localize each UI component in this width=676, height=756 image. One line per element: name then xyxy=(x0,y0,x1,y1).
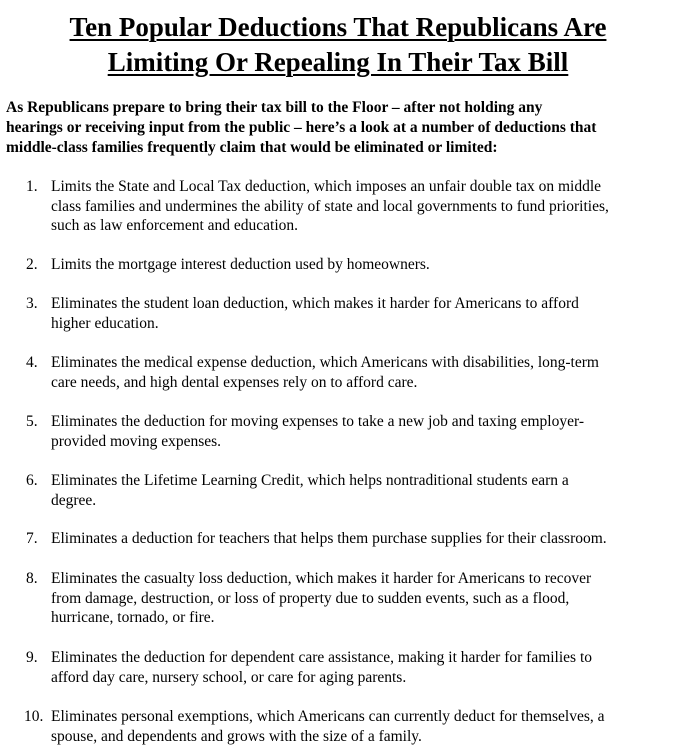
item-line: Eliminates a deduction for teachers that helps them purchase supplies for their classroom. xyxy=(51,530,607,547)
item-line: Eliminates the casualty loss deduction, which makes it harder for Americans to recover xyxy=(51,570,592,587)
item-line: Limits the mortgage interest deduction used by homeowners. xyxy=(51,256,430,273)
item-number: 1. xyxy=(26,178,38,195)
item-text xyxy=(51,648,676,687)
item-line: such as law enforcement and education. xyxy=(51,217,299,234)
item-line: degree. xyxy=(51,491,97,509)
page-title xyxy=(0,10,676,80)
item-text xyxy=(51,177,676,236)
item-line: class families and undermines the ability of state and local governments to fund priorities, xyxy=(51,197,609,215)
item-number: 2. xyxy=(26,256,38,273)
title-line-2: Limiting Or Repealing In Their Tax Bill xyxy=(107,47,569,77)
item-text xyxy=(51,569,676,628)
item-number: 6. xyxy=(26,472,38,489)
item-text xyxy=(51,353,676,392)
item-number: 8. xyxy=(26,570,38,587)
item-number: 4. xyxy=(26,354,38,371)
title-line-1: Ten Popular Deductions That Republicans Are xyxy=(69,12,607,42)
item-line: hurricane, tornado, or fire. xyxy=(51,609,215,626)
item-line: from damage, destruction, or loss of property due to sudden events, such as a flood, xyxy=(51,589,570,607)
item-number: 10. xyxy=(24,708,44,725)
item-line: spouse, and dependents and grows with the size of a family. xyxy=(51,727,422,745)
item-line: care needs, and high dental expenses rely on to afford care. xyxy=(51,373,418,391)
intro-line-2: hearings or receiving input from the public – here’s a look at a number of deductions that xyxy=(6,119,597,136)
item-number: 9. xyxy=(26,649,38,666)
item-line: Eliminates the medical expense deduction, which Americans with disabilities, long-term xyxy=(51,354,599,371)
item-line: higher education. xyxy=(51,314,159,332)
item-line: Eliminates the deduction for dependent care assistance, making it harder for families to xyxy=(51,649,593,666)
item-line: Eliminates the student loan deduction, which makes it harder for Americans to afford xyxy=(51,295,579,312)
intro-line-3: middle-class families frequently claim that would be eliminated or limited: xyxy=(6,139,498,156)
item-text xyxy=(51,471,676,510)
intro-paragraph xyxy=(6,98,674,158)
item-line: afford day care, nursery school, or care for aging parents. xyxy=(51,668,407,686)
item-text xyxy=(51,294,676,333)
item-number: 5. xyxy=(26,413,38,430)
item-text xyxy=(51,529,676,549)
intro-line-1: As Republicans prepare to bring their tax bill to the Floor – after not holding any xyxy=(6,99,543,116)
item-text xyxy=(51,707,676,746)
item-line: Eliminates the deduction for moving expenses to take a new job and taxing employer- xyxy=(51,413,585,430)
item-line: Eliminates the Lifetime Learning Credit, which helps nontraditional students earn a xyxy=(51,472,569,489)
item-text xyxy=(51,255,676,275)
item-text xyxy=(51,412,676,451)
item-line: provided moving expenses. xyxy=(51,432,222,450)
item-line: Limits the State and Local Tax deduction, which imposes an unfair double tax on middle xyxy=(51,178,602,195)
item-number: 3. xyxy=(26,295,38,312)
item-line: Eliminates personal exemptions, which Americans can currently deduct for themselves, a xyxy=(51,708,605,725)
item-number: 7. xyxy=(26,530,38,547)
